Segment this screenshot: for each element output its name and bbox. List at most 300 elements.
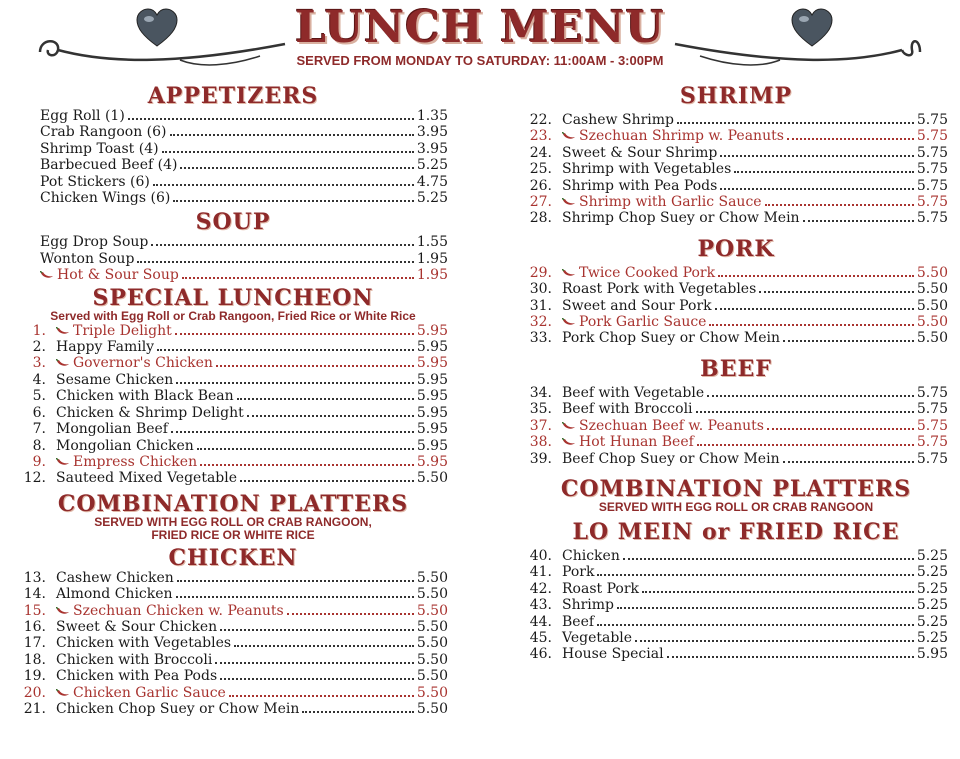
item-number: 31. — [529, 297, 552, 314]
item-name — [56, 372, 173, 388]
item-name — [562, 401, 693, 417]
item-price: 5.25 — [916, 564, 948, 581]
item-price: 5.50 — [916, 264, 948, 281]
dot-leader — [597, 624, 914, 626]
dot-leader — [175, 333, 414, 335]
item-number: 21. — [23, 700, 46, 717]
dot-leader — [128, 118, 414, 120]
item-number: 43. — [529, 597, 552, 614]
item-name-text: Chicken with Broccoli — [56, 651, 213, 668]
chili-pepper-icon — [562, 422, 576, 430]
item-name-text: Shrimp with Vegetables — [562, 161, 732, 178]
dot-leader — [803, 220, 914, 222]
section-title-appetizers: APPETIZERS — [147, 83, 319, 109]
section-title-beef: BEEF — [700, 355, 772, 382]
item-price: 5.95 — [416, 388, 448, 405]
dot-leader — [759, 291, 914, 293]
chili-pepper-icon — [562, 132, 576, 140]
item-number: 20. — [23, 684, 46, 701]
soup-list — [18, 234, 448, 283]
item-name — [562, 451, 780, 467]
chicken-list — [18, 570, 448, 718]
dot-leader — [715, 308, 914, 310]
item-price: 1.55 — [416, 234, 448, 251]
item-number: 13. — [23, 569, 46, 586]
item-name-text: Szechuan Beef w. Peanuts — [579, 417, 764, 434]
item-price: 5.50 — [916, 314, 948, 331]
left-column — [18, 84, 448, 717]
item-number: 28. — [529, 210, 552, 227]
item-price: 3.95 — [416, 124, 448, 141]
item-price: 5.50 — [916, 297, 948, 314]
item-name — [562, 128, 784, 144]
menu-header — [0, 0, 960, 78]
item-name — [56, 470, 237, 486]
chili-pepper-icon — [562, 318, 576, 326]
menu-item — [524, 385, 948, 401]
menu-item — [524, 178, 948, 194]
section-title-lo-mein: LO MEIN or FRIED RICE — [572, 518, 900, 545]
menu-item — [524, 614, 948, 630]
item-price: 5.75 — [916, 384, 948, 401]
chili-pepper-icon — [56, 689, 70, 697]
item-number: 41. — [529, 564, 552, 581]
item-name-text: Egg Drop Soup — [40, 234, 149, 251]
item-name-text: Beef with Broccoli — [562, 401, 693, 418]
item-name-text: Beef — [562, 613, 595, 630]
item-number: 40. — [529, 547, 552, 564]
item-name — [56, 603, 284, 619]
menu-item — [18, 190, 448, 206]
menu-item — [18, 603, 448, 619]
dot-leader — [597, 574, 913, 576]
menu-item — [18, 251, 448, 267]
item-name — [562, 597, 614, 613]
menu-item — [18, 652, 448, 668]
menu-item — [18, 267, 448, 283]
item-name-text: Triple Delight — [73, 322, 172, 339]
item-number: 12. — [23, 470, 46, 487]
menu-item — [524, 210, 948, 226]
item-number: 23. — [529, 128, 552, 145]
dot-leader — [137, 261, 413, 263]
chili-pepper-icon — [56, 327, 70, 335]
item-name-text: Cashew Chicken — [56, 569, 174, 586]
item-number: 4. — [32, 371, 46, 388]
item-name — [18, 157, 177, 173]
item-number: 39. — [529, 450, 552, 467]
dot-leader — [240, 480, 414, 482]
dot-leader — [162, 151, 414, 153]
item-name — [56, 339, 154, 355]
menu-item — [18, 355, 448, 371]
item-name-text: Szechuan Chicken w. Peanuts — [73, 602, 284, 619]
menu-item — [18, 405, 448, 421]
chili-pepper-icon — [562, 269, 576, 277]
item-price: 5.50 — [416, 586, 448, 603]
item-name-text: Chicken with Black Bean — [56, 388, 234, 405]
item-name-text: Roast Pork with Vegetables — [562, 281, 757, 298]
item-price: 5.50 — [416, 618, 448, 635]
item-name-text: Hot & Sour Soup — [57, 267, 179, 284]
item-name-text: Pork Garlic Sauce — [579, 314, 707, 331]
menu-item — [524, 281, 948, 297]
item-price: 5.25 — [916, 547, 948, 564]
item-name — [562, 581, 639, 597]
item-price: 5.95 — [416, 371, 448, 388]
item-name — [562, 145, 717, 161]
menu-item — [18, 157, 448, 173]
item-name-text: Hot Hunan Beef — [579, 434, 694, 451]
item-name — [56, 668, 217, 684]
item-price: 5.25 — [416, 157, 448, 174]
menu-hours: SERVED FROM MONDAY TO SATURDAY: 11:00AM - 3:00PM — [296, 53, 664, 68]
item-name — [562, 112, 674, 128]
item-name-text: Beef with Vegetable — [562, 384, 705, 401]
item-price: 5.75 — [916, 434, 948, 451]
item-name — [56, 701, 299, 717]
menu-item — [524, 630, 948, 646]
item-name — [562, 418, 764, 434]
item-price: 5.75 — [916, 194, 948, 211]
dot-leader — [709, 324, 913, 326]
item-number: 44. — [529, 613, 552, 630]
menu-item — [524, 265, 948, 281]
item-number: 22. — [529, 112, 552, 128]
item-name-text: Szechuan Shrimp w. Peanuts — [579, 128, 784, 145]
item-name — [56, 454, 197, 470]
item-name — [562, 385, 704, 401]
combination-note-right: SERVED WITH EGG ROLL OR CRAB RANGOON — [598, 499, 874, 514]
item-name-text: Shrimp — [562, 597, 615, 614]
item-name — [18, 141, 159, 157]
item-name-text: Roast Pork — [562, 580, 640, 597]
dot-leader — [180, 167, 413, 169]
dot-leader — [677, 122, 914, 124]
item-price: 5.95 — [416, 355, 448, 372]
chili-pepper-icon — [56, 359, 70, 367]
item-price: 5.95 — [416, 437, 448, 454]
item-name — [562, 630, 632, 646]
item-price: 5.50 — [416, 470, 448, 487]
item-name — [562, 178, 717, 194]
item-price: 5.50 — [416, 635, 448, 652]
item-price: 5.75 — [916, 401, 948, 418]
dot-leader — [170, 134, 414, 136]
dot-leader — [642, 591, 914, 593]
menu-item — [524, 145, 948, 161]
section-title-shrimp: SHRIMP — [679, 83, 793, 109]
dot-leader — [707, 395, 914, 397]
menu-item — [18, 141, 448, 157]
item-price: 5.75 — [916, 128, 948, 145]
section-title-combination-platters: COMBINATION PLATTERS — [57, 490, 409, 517]
item-name — [562, 314, 706, 330]
dot-leader — [171, 431, 414, 433]
dot-leader — [197, 448, 414, 450]
right-column — [524, 84, 948, 663]
dot-leader — [783, 340, 914, 342]
item-name-text: Beef Chop Suey or Chow Mein — [562, 450, 780, 467]
item-number: 9. — [32, 453, 46, 470]
item-name-text: Chicken Chop Suey or Chow Mein — [56, 700, 300, 717]
dot-leader — [302, 711, 413, 713]
dot-leader — [153, 184, 414, 186]
item-name-text: Almond Chicken — [56, 586, 173, 603]
item-name-text: Chicken Wings (6) — [40, 190, 171, 207]
item-number: 27. — [529, 194, 552, 211]
dot-leader — [200, 464, 414, 466]
dot-leader — [177, 580, 414, 582]
menu-item — [524, 564, 948, 580]
item-name-text: Sauteed Mixed Vegetable — [56, 470, 238, 487]
item-number: 19. — [23, 668, 46, 685]
item-price: 5.75 — [916, 450, 948, 467]
item-price: 5.95 — [416, 453, 448, 470]
menu-item — [524, 418, 948, 434]
menu-item — [18, 668, 448, 684]
dot-leader — [287, 613, 414, 615]
item-name-text: Happy Family — [56, 339, 155, 356]
dot-leader — [229, 695, 414, 697]
item-name-text: Shrimp Toast (4) — [40, 140, 159, 157]
item-number: 34. — [529, 384, 552, 401]
item-name — [18, 108, 125, 124]
item-name-text: Shrimp Chop Suey or Chow Mein — [562, 210, 800, 227]
dot-leader — [720, 188, 914, 190]
item-name-text: Chicken with Vegetables — [56, 635, 232, 652]
combination-note-line-1: SERVED WITH EGG ROLL OR CRAB RANGOON, — [94, 514, 372, 529]
item-price: 5.25 — [916, 629, 948, 646]
dot-leader — [787, 138, 914, 140]
combination-note-line-2: FRIED RICE OR WHITE RICE — [151, 527, 315, 542]
item-number: 17. — [23, 635, 46, 652]
shrimp-list — [524, 112, 948, 227]
menu-item — [18, 323, 448, 339]
item-name-text: Sweet & Sour Chicken — [56, 618, 218, 635]
item-name — [562, 281, 756, 297]
menu-item — [524, 161, 948, 177]
item-name — [562, 548, 620, 564]
item-price: 5.25 — [916, 580, 948, 597]
item-number: 25. — [529, 161, 552, 178]
item-name — [18, 190, 170, 206]
menu-item — [18, 372, 448, 388]
item-name-text: Sweet & Sour Shrimp — [562, 144, 718, 161]
dot-leader — [734, 171, 914, 173]
menu-item — [18, 388, 448, 404]
menu-item — [18, 570, 448, 586]
item-price: 5.50 — [416, 651, 448, 668]
item-name-text: Pot Stickers (6) — [40, 173, 150, 190]
item-name — [18, 267, 179, 283]
dot-leader — [635, 640, 914, 642]
item-name-text: Sesame Chicken — [56, 371, 174, 388]
menu-item — [524, 548, 948, 564]
item-name-text: Chicken — [562, 547, 620, 564]
item-name — [56, 388, 234, 404]
dot-leader — [173, 200, 413, 202]
lo-mein-list — [524, 548, 948, 663]
item-number: 32. — [529, 314, 552, 331]
dot-leader — [157, 349, 414, 351]
item-number: 2. — [32, 339, 46, 356]
item-name-text: Pork Chop Suey or Chow Mein — [562, 330, 781, 347]
dot-leader — [696, 411, 914, 413]
item-price: 1.95 — [416, 250, 448, 267]
item-name-text: Pork — [562, 564, 595, 581]
menu-item — [524, 112, 948, 128]
item-price: 5.75 — [916, 177, 948, 194]
menu-item — [524, 401, 948, 417]
dot-leader — [215, 662, 414, 664]
item-name-text: Cashew Shrimp — [562, 112, 674, 128]
item-price: 5.50 — [416, 700, 448, 717]
item-name-text: Chicken Garlic Sauce — [73, 684, 226, 701]
item-name — [56, 652, 212, 668]
dot-leader — [176, 382, 414, 384]
item-name — [56, 586, 173, 602]
item-number: 14. — [23, 586, 46, 603]
section-title-soup: SOUP — [195, 209, 271, 236]
dot-leader — [182, 277, 414, 279]
item-price: 5.75 — [916, 417, 948, 434]
item-name — [562, 298, 712, 314]
pork-list — [524, 265, 948, 347]
menu-title: LUNCH MENU — [295, 2, 665, 53]
menu-item — [524, 314, 948, 330]
item-number: 35. — [529, 401, 552, 418]
item-name-text: Chicken & Shrimp Delight — [56, 404, 244, 421]
item-name — [56, 635, 231, 651]
item-price: 5.95 — [916, 646, 948, 663]
dot-leader — [667, 656, 914, 658]
item-name — [56, 323, 172, 339]
menu-item — [18, 586, 448, 602]
menu-item — [18, 174, 448, 190]
item-price: 5.50 — [416, 569, 448, 586]
item-name — [56, 619, 217, 635]
item-name — [18, 234, 148, 250]
section-title-chicken: CHICKEN — [168, 544, 298, 571]
item-price: 1.35 — [416, 108, 448, 124]
item-name-text: Mongolian Chicken — [56, 437, 194, 454]
item-name-text: Twice Cooked Pork — [579, 264, 716, 281]
menu-item — [524, 194, 948, 210]
item-name-text: Shrimp with Pea Pods — [562, 177, 718, 194]
item-name — [562, 434, 694, 450]
menu-item — [524, 597, 948, 613]
chili-pepper-icon — [56, 458, 70, 466]
appetizers-list — [18, 108, 448, 206]
item-name — [18, 251, 134, 267]
item-price: 5.75 — [916, 144, 948, 161]
menu-item — [18, 421, 448, 437]
item-price: 5.95 — [416, 339, 448, 356]
dot-leader — [617, 607, 914, 609]
item-name — [18, 174, 150, 190]
item-name — [562, 210, 800, 226]
item-name-text: Chicken with Pea Pods — [56, 668, 218, 685]
item-price: 5.50 — [416, 684, 448, 701]
menu-item — [18, 108, 448, 124]
item-name — [562, 330, 780, 346]
item-number: 42. — [529, 580, 552, 597]
item-name-text: Empress Chicken — [73, 453, 198, 470]
item-name — [562, 646, 664, 662]
item-number: 15. — [23, 602, 46, 619]
menu-item — [524, 128, 948, 144]
item-name — [56, 355, 213, 371]
menu-item — [18, 438, 448, 454]
item-name — [56, 405, 244, 421]
item-name — [56, 570, 174, 586]
chili-pepper-icon — [562, 438, 576, 446]
item-price: 3.95 — [416, 140, 448, 157]
item-number: 33. — [529, 330, 552, 347]
chili-pepper-icon — [40, 271, 54, 279]
menu-item — [18, 124, 448, 140]
dot-leader — [176, 596, 414, 598]
item-name-text: Vegetable — [562, 629, 633, 646]
menu-item — [18, 701, 448, 717]
menu-item — [18, 635, 448, 651]
dot-leader — [720, 155, 914, 157]
item-name-text: Wonton Soup — [40, 250, 135, 267]
item-name-text: Crab Rangoon (6) — [40, 124, 167, 141]
menu-item — [18, 454, 448, 470]
item-number: 16. — [23, 618, 46, 635]
item-name-text: Shrimp with Garlic Sauce — [579, 194, 762, 211]
dot-leader — [623, 558, 914, 560]
item-price: 5.25 — [416, 190, 448, 207]
item-name-text: Egg Roll (1) — [40, 108, 125, 124]
item-number: 1. — [32, 322, 46, 339]
menu-item — [18, 339, 448, 355]
dot-leader — [216, 365, 414, 367]
menu-item — [18, 234, 448, 250]
item-price: 5.95 — [416, 421, 448, 438]
menu-item — [524, 434, 948, 450]
dot-leader — [767, 428, 914, 430]
item-number: 6. — [32, 404, 46, 421]
menu-item — [524, 646, 948, 662]
item-number: 24. — [529, 144, 552, 161]
special-luncheon-note: Served with Egg Roll or Crab Rangoon, Fried Rice or White Rice — [50, 308, 416, 323]
item-number: 37. — [529, 417, 552, 434]
dot-leader — [783, 461, 914, 463]
chili-pepper-icon — [562, 198, 576, 206]
item-price: 4.75 — [416, 173, 448, 190]
item-price: 5.75 — [916, 112, 948, 128]
item-name — [56, 685, 226, 701]
item-name-text: Governor's Chicken — [73, 355, 213, 372]
item-name — [562, 614, 594, 630]
menu-item — [18, 470, 448, 486]
dot-leader — [765, 204, 914, 206]
item-price: 1.95 — [416, 267, 448, 284]
item-price: 5.50 — [416, 668, 448, 685]
item-name-text: House Special — [562, 646, 664, 663]
item-name-text: Barbecued Beef (4) — [40, 157, 178, 174]
item-number: 46. — [529, 646, 552, 663]
section-title-combination-platters-right: COMBINATION PLATTERS — [560, 475, 912, 502]
item-price: 5.75 — [916, 161, 948, 178]
item-name — [18, 124, 167, 140]
item-number: 29. — [529, 264, 552, 281]
section-title-special-luncheon: SPECIAL LUNCHEON — [92, 284, 374, 311]
item-number: 5. — [32, 388, 46, 405]
